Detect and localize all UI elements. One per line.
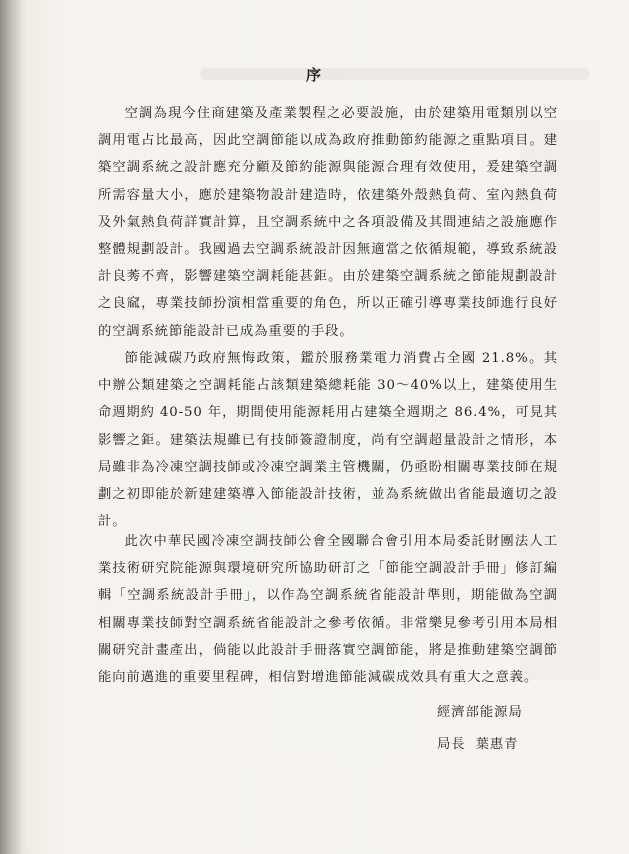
- signature-line: [437, 733, 518, 752]
- page-title: 序: [305, 66, 323, 84]
- paragraph-3: 此次中華民國冷凍空調技師公會全國聯合會引用本局委託財團法人工業技術研究院能源與環境研究所協助研訂之「節能空調設計手冊」修訂編輯「空調系統設計手冊」，以作為空調系統省能設計準則，期能做為空調相關專業技師對空調系統省能設計之參考依循。非常樂見參考引用本局相關研究計畫產出，倘能以此設計手冊落實空調節能，將是推動建築空調節能向前邁進的重要里程碑，相信對增進節能減碳成效具有重大之意義。: [98, 534, 558, 686]
- book-spine-shadow: [0, 0, 22, 854]
- paragraph-1: 空調為現今住商建築及產業製程之必要設施，由於建築用電類別以空調用電占比最高，因此空調節能以成為政府推動節約能源之重點項目。建築空調系統之設計應充分顧及節約能源與能源合理有效使用，爰建築空調所需容量大小，應於建築物設計建造時，依建築外殼熱負荷、室內熱負荷及外氣熱負荷詳實計算，且空調系統中之各項設備及其間連結之設施應作整體規劃設計。我國過去空調系統設計因無適當之依循規範，導致系統設計良莠不齊，影響建築空調耗能甚鉅。由於建築空調系統之節能規劃設計之良窳，專業技師扮演相當重要的角色，所以正確引導專業技師進行良好的空調系統節能設計已成為重要的手段。: [98, 106, 558, 339]
- signature-title: 局長: [437, 737, 466, 752]
- signature-organization: 經濟部能源局: [437, 705, 523, 720]
- signature-name: 葉惠青: [475, 737, 519, 752]
- paragraph-2: 節能減碳乃政府無悔政策，鑑於服務業電力消費占全國 21.8%。其中辦公類建築之空調耗能占該類建築總耗能 30～40%以上，建築使用生命週期約 40-50 年，期間使用能源耗用占建築全週期之 86.4%，可見其影響之鉅。建築法規雖已有技師簽證制度，尚有空調超量設計之情形，本局雖非為冷凍空調技師或冷凍空調業主管機關，仍亟盼相關專業技師在規劃之初即能於新建建築導入節能設計技術，並為系統做出省能最適切之設計。: [98, 351, 558, 530]
